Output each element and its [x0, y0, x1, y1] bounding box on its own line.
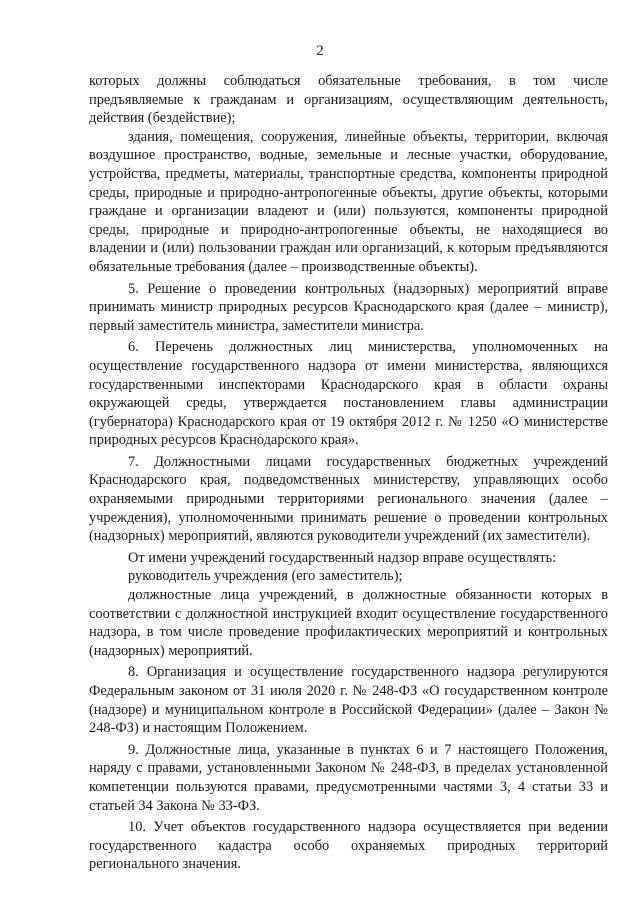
paragraph-10: 10. Учет объектов государственного надзора осуществляется при ведении государственного кадастра особо охраняемых природных территорий регионального значения. [89, 819, 608, 873]
paragraph-7-item-officials: должностные лица учреждений, в должностные обязанности которых в соответствии с должностной инструкцией входит осуществление государственного надзора, в том числе проведение профилактических мероприятий и контрольных (надзорных) мероприятий. [89, 587, 608, 659]
paragraph-6: 6. Перечень должностных лиц министерства, уполномоченных на осуществление государственного надзора от имени министерства, являющихся государственными инспекторами Краснодарского края в области охраны окружающей среды, утверждается постановлением главы администрации (губернатора) Краснодарского края от 19 октября 2012 г. № 1250 «О министерстве природных ресурсов Краснодарского края». [89, 339, 608, 449]
paragraph-7: 7. Должностными лицами государственных бюджетных учреждений Краснодарского края, подведомственных министерству, управляющих особо охраняемыми природными территориями регионального значения (далее – учреждения), уполномоченными принимать решение о проведении контрольных (надзорных) мероприятий, являются руководители учреждений (их заместители). [89, 453, 608, 545]
paragraph-8: 8. Организация и осуществление государственного надзора регулируются Федеральным законом от 31 июля 2020 г. № 248-ФЗ «О государственном контроле (надзоре) и муниципальном контроле в Российской Федерации» (далее – Закон № 248-ФЗ) и настоящим Положением. [89, 664, 608, 737]
paragraph-continuation: которых должны соблюдаться обязательные требования, в том числе предъявляемые к гражданам и организациям, осуществляющим деятельность, действия (бездействие); [89, 73, 608, 127]
paragraph-5: 5. Решение о проведении контрольных (надзорных) мероприятий вправе принимать министр природных ресурсов Краснодарского края (далее – министр), первый заместитель министра, заместители министра. [89, 280, 608, 334]
page-number: 2 [316, 43, 324, 59]
paragraph-9: 9. Должностные лица, указанные в пунктах 6 и 7 настоящего Положения, наряду с правами, установленными Законом № 248-ФЗ, в пределах установленной компетенции пользуются правами, предусмотренными частями 3, 4 статьи 33 и статьей 34 Закона № 33-ФЗ. [89, 741, 608, 814]
document-body [89, 72, 608, 874]
paragraph-7-item-head: руководитель учреждения (его заместитель); [128, 568, 403, 585]
paragraph-production-objects: здания, помещения, сооружения, линейные объекты, территории, включая воздушное пространство, водные, земельные и лесные участки, оборудование, устройства, предметы, материалы, транспортные средства, компоненты природной среды, природные и природно-антропогенные объекты, другие объекты, которыми граждане и организации владеют и (или) пользуются, компоненты природной среды, природные и природно-антропогенные объекты, не находящиеся во владении и (или) пользовании граждан или организаций, к которым предъявляются обязательные требования (далее – производственные объекты). [89, 128, 608, 275]
paragraph-7-intro: От имени учреждений государственный надзор вправе осуществлять: [128, 549, 557, 566]
